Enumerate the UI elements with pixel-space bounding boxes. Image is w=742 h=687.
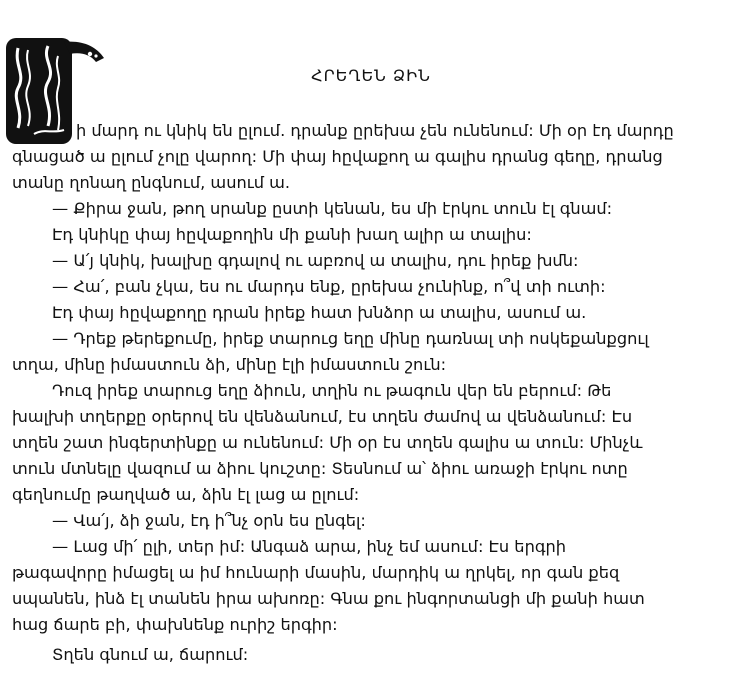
text-line: գեղնումը թաղված ա, ձին էլ լաց ա ըլում:: [12, 485, 360, 504]
dialogue-line: — Վա՛յ, ձի ջան, էդ ի՞նչ օրն ես ընգել:: [52, 511, 366, 530]
dialogue-line: — Ա՛յ կնիկ, խալխը գդալով ու աբռով ա տալիս, դու իրեք խմն:: [52, 251, 579, 270]
text-line: տուն մտնելը վազում ա ձիու կուշտը: Տեսնում ա՝ ձիու առաջի էրկու ոտը: [12, 459, 628, 478]
text-line: Էդ կնիկը փայ հըվաքողին մի քանի խաղ ալիր ա տալիս:: [52, 225, 532, 244]
text-line: խալխի տղերքը օրերով են վենձանում, էս տղեն ժամով ա վենձանում: Էս: [12, 407, 633, 426]
text-line: տղա, մինը իմաստուն ձի, մինը էլի իմաստուն շուն:: [12, 355, 447, 374]
text-line: Էդ փայ հըվաքողը դրան իրեք հատ խնձոր ա տալիս, ասում ա.: [52, 303, 587, 322]
story-title: ՀՐԵՂԵՆ ՁԻՆ: [311, 66, 431, 85]
dialogue-line: — Քիրա ջան, թող սրանք ըստի կենան, ես մի էրկու տուն էլ գնամ:: [52, 199, 613, 218]
text-line: հաց ճարե բի, փախնենք ուրիշ երգիր:: [12, 615, 338, 634]
dialogue-line: — Դրեք թերեքումը, իրեք տարուց եղը մինը դառնալ տի ոսկեքանքցուլ: [52, 329, 649, 348]
text-line: Տղեն գնում ա, ճարում:: [52, 645, 249, 664]
text-line: տղեն շատ ինգերտինքը ա ունենում: Մի օր էս տղեն գալիս ա տուն: Մինչև: [12, 433, 643, 452]
dialogue-line: — Հա՛, բան չկա, ես ու մարդս ենք, ըրեխա չունինք, ո՞վ տի ուտի:: [52, 277, 606, 296]
dialogue-line: — Լաց մի՛ ըլի, տեր իմ: Անգաձ արա, ինչ եմ ասում: Էս երգրի: [52, 537, 566, 556]
text-line: Դուզ իրեք տարուց եղը ձիուն, տղին ու թագուն վեր են բերում: Թե: [52, 381, 612, 400]
text-line: թագավորը իմացել ա իմ հունարի մասին, մարդիկ ա ղրկել, որ գան քեզ: [12, 563, 620, 582]
text-line: գնացած ա ըլում չոլը վարող: Մի փայ հըվաքող ա գալիս դրանց գեղը, դրանց: [12, 147, 663, 166]
text-line: տանը ղոնաղ ընգնում, ասում ա.: [12, 173, 291, 192]
text-line: սպանեն, ինձ էլ տանեն իրա ախոռը: Գնա քու ինգորտանցի մի քանի հատ: [12, 589, 645, 608]
text-line: ի մարդ ու կնիկ են ըլում. դրանք ըրեխա չեն ունենում: Մի օր էդ մարդը: [76, 121, 674, 140]
